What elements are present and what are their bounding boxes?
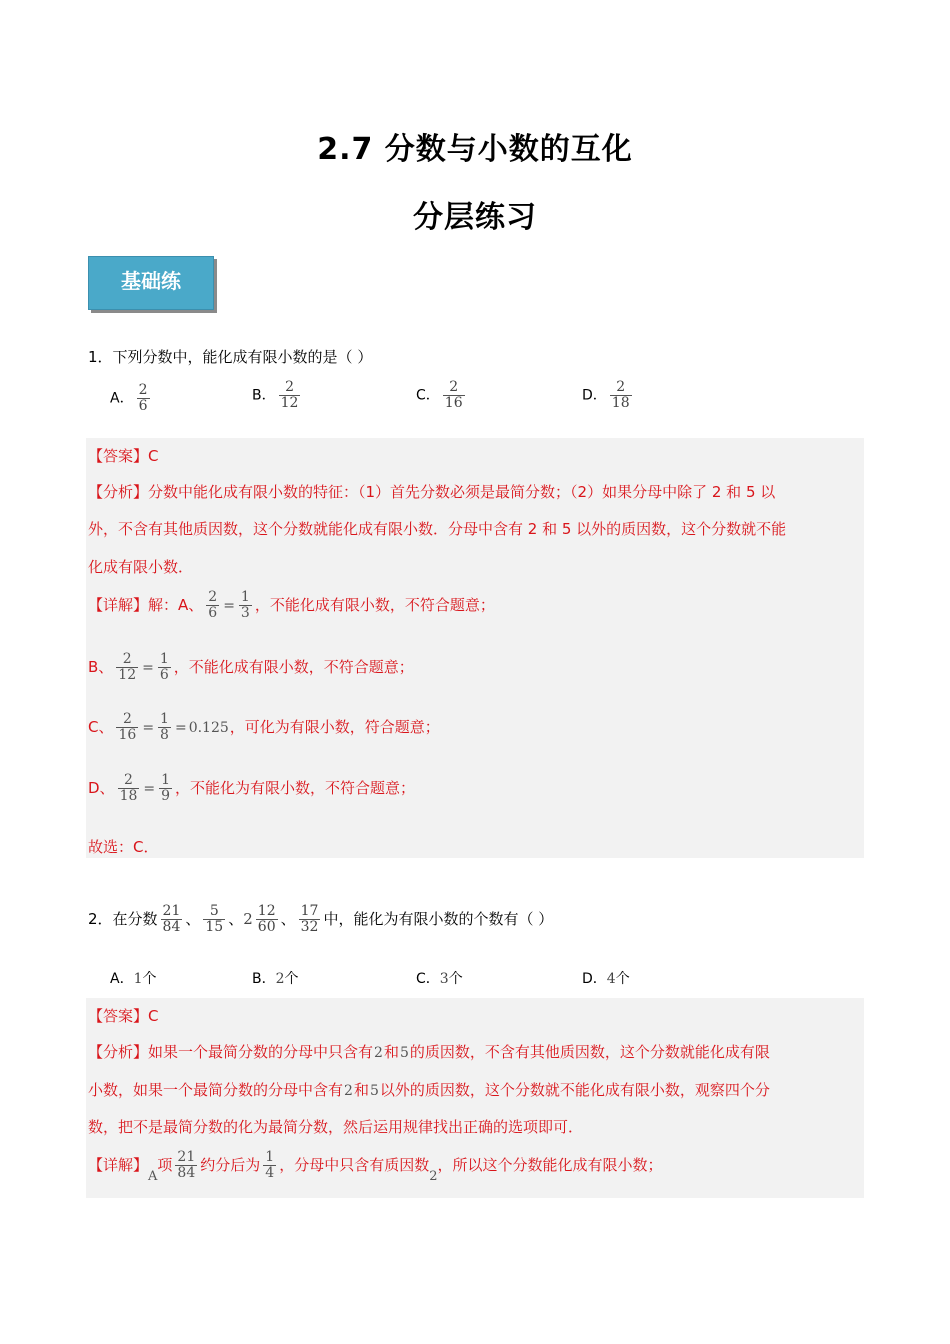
q1-answer: 【答案】C bbox=[88, 447, 159, 465]
q1-detail-c: C、 $\frac{2}{16}$ = $\frac{1}{8}$ = 0.125，可化为有限小数，符合题意； bbox=[88, 711, 440, 743]
q1-conclusion: 故选：C． bbox=[88, 838, 159, 856]
q1-detail-a: 【详解】解：A、 $\frac{2}{6}$ = $\frac{1}{3}$ ，不能化成有限小数，不符合题意； bbox=[88, 589, 495, 621]
q1-analysis-line3: 化成有限小数． bbox=[88, 558, 194, 576]
q2-analysis-line2: 小数，如果一个最简分数的分母中含有2和5以外的质因数，这个分数就不能化成有限小数，观察四个分 bbox=[88, 1081, 770, 1099]
q2-detail: 【详解】A项 $\frac{21}{84}$ 约分后为 $\frac{1}{4}$ ，分母中只含有质因数2，所以这个分数能化成有限小数； bbox=[88, 1149, 663, 1184]
q2-option-a[interactable]: A．1个 bbox=[110, 971, 157, 987]
q2-analysis-line1: 【分析】如果一个最简分数的分母中只含有2和5的质因数，不含有其他质因数，这个分数就能化成有限 bbox=[88, 1043, 770, 1061]
q1-analysis-line2: 外，不含有其他质因数，这个分数就能化成有限小数．分母中含有 2 和 5 以外的质因数，这个分数就不能 bbox=[88, 520, 787, 538]
q2-option-c[interactable]: C．3个 bbox=[416, 971, 463, 987]
q2-stem: 2．在分数 $\frac{21}{84}$ 、 $\frac{5}{15}$ 、2 $\frac{12}{60}$ 、 $\frac{17}{32}$ 中，能化为有限小数的个数有（ ） bbox=[88, 903, 554, 935]
page-subtitle: 分层练习 bbox=[413, 200, 537, 235]
page-title: 2.7 分数与小数的互化 bbox=[317, 132, 633, 167]
q2-analysis-line3: 数，把不是最简分数的化为最简分数，然后运用规律找出正确的选项即可． bbox=[88, 1118, 584, 1136]
q1-detail-b: B、 $\frac{2}{12}$ = $\frac{1}{6}$ ，不能化成有限小数，不符合题意； bbox=[88, 651, 414, 683]
q1-detail-d: D、 $\frac{2}{18}$ = $\frac{1}{9}$ ，不能化为有限小数，不符合题意； bbox=[88, 772, 416, 804]
q1-option-b[interactable]: B． $\frac{2}{12}$ bbox=[252, 379, 299, 411]
q2-option-b[interactable]: B．2个 bbox=[252, 971, 299, 987]
q1-option-c[interactable]: C． $\frac{2}{16}$ bbox=[416, 379, 463, 411]
q2-option-d[interactable]: D．4个 bbox=[582, 971, 630, 987]
q2-answer: 【答案】C bbox=[88, 1007, 159, 1025]
q1-analysis-line1: 【分析】分数中能化成有限小数的特征：（1）首先分数必须是最简分数；（2）如果分母中除了 2 和 5 以 bbox=[88, 483, 776, 501]
q1-option-d[interactable]: D． $\frac{2}{18}$ bbox=[582, 379, 630, 411]
q1-option-a[interactable]: A． $\frac{2}{6}$ bbox=[110, 382, 148, 414]
section-badge: 基础练 bbox=[88, 256, 214, 310]
q1-stem: 1．下列分数中，能化成有限小数的是（ ） bbox=[88, 348, 373, 366]
